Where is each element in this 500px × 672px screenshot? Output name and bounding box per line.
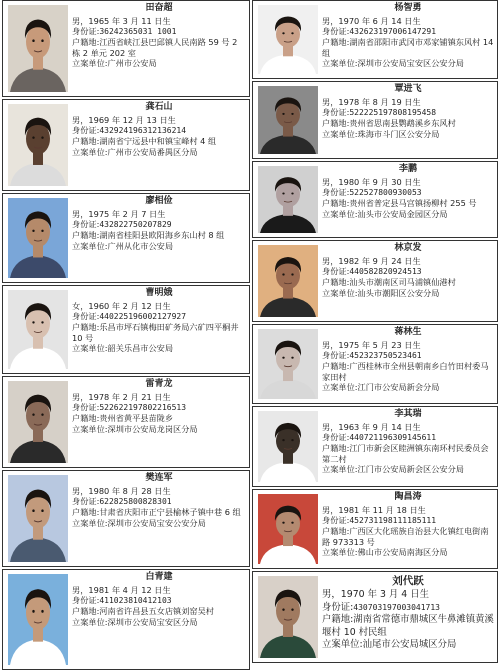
portrait-icon <box>8 198 68 278</box>
case-unit-label: 立案单位: <box>322 128 358 139</box>
portrait-icon <box>8 475 68 562</box>
id-line <box>72 125 246 136</box>
hukou-address: 汕头市潮南区司马浦镇仙港村 <box>349 277 456 288</box>
gender: 男 <box>322 421 331 432</box>
case-unit-label: 立案单位: <box>322 208 358 219</box>
case-line <box>72 518 246 529</box>
date-of-birth: 1975 年 2 月 7 日生 <box>88 208 166 219</box>
hukou-line <box>322 277 494 288</box>
right-column <box>252 0 498 665</box>
hukou-address: 湖南省邵阳市武冈市邓家铺镇东风村 14 组 <box>322 37 494 58</box>
id-number: 432623197006147291 <box>349 27 437 37</box>
id-label: 身份证: <box>72 496 100 507</box>
hukou-label: 户籍地: <box>322 526 350 537</box>
case-unit-label: 立案单位: <box>72 423 108 434</box>
portrait-icon <box>258 166 318 233</box>
date-of-birth: 1981 年 4 月 12 日生 <box>88 584 171 595</box>
suspect-photo <box>8 475 68 562</box>
portrait-icon <box>258 494 318 564</box>
case-unit: 深圳市公安局宝安区分局 <box>107 616 198 627</box>
id-line <box>322 432 494 443</box>
case-unit-label: 立案单位: <box>322 287 358 298</box>
suspect-card <box>252 81 498 159</box>
gender-dob-line: 男，1975 年 2 月 7 日生 <box>72 208 166 219</box>
portrait-icon <box>8 5 68 92</box>
id-number: 432822750207829 <box>99 220 172 230</box>
suspect-photo <box>8 290 68 369</box>
suspect-info <box>322 325 497 403</box>
case-unit: 珠海市斗门区公安分局 <box>357 128 440 139</box>
suspect-name: 白青建 <box>145 572 173 582</box>
hukou-label: 户籍地: <box>322 614 354 626</box>
suspect-info <box>322 407 497 486</box>
hukou-label: 户籍地: <box>322 277 350 288</box>
gender-dob-line: 男，1982 年 9 月 24 日生 <box>322 255 421 266</box>
suspect-card <box>252 0 498 79</box>
case-unit: 深圳市公安局龙岗区分局 <box>107 423 198 434</box>
hukou-line <box>72 507 246 518</box>
id-label: 身份证: <box>322 107 350 118</box>
portrait-icon <box>258 576 318 658</box>
hukou-address: 江西省峡江县巴邱镇人民南路 59 号 2 栋 2 单元 202 室 <box>72 37 238 58</box>
id-label: 身份证: <box>322 432 350 443</box>
case-unit-label: 立案单位: <box>72 343 108 354</box>
id-number: 440721196309145611 <box>349 433 437 443</box>
case-line <box>72 58 246 69</box>
suspect-photo <box>258 245 318 317</box>
suspect-photo <box>258 494 318 564</box>
case-line <box>72 617 246 628</box>
date-of-birth: 1980 年 9 月 30 日生 <box>338 176 421 187</box>
hukou-line <box>322 198 494 209</box>
id-label: 身份证: <box>72 26 100 37</box>
hukou-label: 户籍地: <box>322 37 350 48</box>
case-unit-label: 立案单位: <box>72 58 108 69</box>
date-of-birth: 1978 年 8 月 19 日生 <box>338 96 421 107</box>
gender-dob-line: 女，1960 年 2 月 12 日生 <box>72 300 171 311</box>
suspect-info <box>72 570 249 669</box>
suspect-photo <box>258 576 318 658</box>
suspect-info <box>322 82 497 158</box>
id-number: 440582820924513 <box>349 267 422 277</box>
id-number: 452323750523461 <box>349 351 422 361</box>
gender: 男 <box>322 15 331 26</box>
case-line <box>322 547 494 558</box>
id-label: 身份证: <box>322 515 350 526</box>
suspect-info <box>72 194 249 282</box>
case-unit-label: 立案单位: <box>72 146 108 157</box>
suspect-info <box>72 471 249 566</box>
hukou-address: 广西桂林市全州县朝南乡白竹田村委马家田村 <box>322 361 489 382</box>
date-of-birth: 1970 年 3 月 4 日生 <box>340 589 429 601</box>
hukou-address: 湖南省常德市鼎城区牛鼻滩镇黄溪堰村 10 村民组 <box>322 614 494 638</box>
gender-dob-line: 男，1980 年 8 月 28 日生 <box>72 485 171 496</box>
hukou-label: 户籍地: <box>322 198 350 209</box>
suspect-card <box>2 569 250 670</box>
suspect-photo <box>258 86 318 154</box>
date-of-birth: 1969 年 12 月 13 日生 <box>88 114 176 125</box>
gender: 男 <box>72 485 81 496</box>
date-of-birth: 1978 年 2 月 21 日生 <box>88 391 171 402</box>
gender: 男 <box>72 584 81 595</box>
date-of-birth: 1963 年 9 月 14 日生 <box>338 421 421 432</box>
suspect-name: 雷青龙 <box>145 379 173 389</box>
gender: 男 <box>72 391 81 402</box>
id-line <box>72 219 246 230</box>
suspect-card <box>2 0 250 97</box>
portrait-icon <box>258 86 318 154</box>
id-label: 身份证: <box>322 26 350 37</box>
case-line <box>322 639 494 652</box>
hukou-address: 广西区大化瑶族自治县大化镇红电街南路 973313 号 <box>322 526 489 547</box>
case-line <box>72 241 246 252</box>
gender: 男 <box>322 339 331 350</box>
hukou-label: 户籍地: <box>322 118 350 129</box>
hukou-label: 户籍地: <box>72 136 100 147</box>
case-unit: 佛山市公安局南海区分局 <box>357 547 448 558</box>
gender: 男 <box>72 15 81 26</box>
hukou-address: 贵州省普定县马宫镇扬柳村 255 号 <box>349 198 477 209</box>
id-number: 432924196312136214 <box>99 126 187 136</box>
suspect-name: 覃进飞 <box>394 84 422 94</box>
suspect-name: 刘代跃 <box>392 575 424 587</box>
hukou-line <box>322 118 494 129</box>
gender-dob-line: 男，1970 年 3 月 4 日生 <box>322 589 429 601</box>
suspect-name: 田奋超 <box>145 3 173 13</box>
suspect-name: 蒋林生 <box>394 327 422 337</box>
id-line <box>72 595 246 606</box>
gender-dob-line: 男，1978 年 2 月 21 日生 <box>72 391 171 402</box>
id-line <box>72 496 246 507</box>
id-number: 522527800930053 <box>349 188 422 198</box>
portrait-icon <box>258 245 318 317</box>
portrait-icon <box>258 329 318 399</box>
suspect-photo <box>8 381 68 463</box>
id-number: 622825800828301 <box>99 497 172 507</box>
suspect-card <box>252 161 498 238</box>
gender-dob-line: 男，1981 年 4 月 12 日生 <box>72 584 171 595</box>
id-label: 身份证: <box>72 219 100 230</box>
case-unit-label: 立案单位: <box>322 58 358 69</box>
hukou-label: 户籍地: <box>322 443 350 454</box>
suspect-card <box>252 489 498 569</box>
id-label: 身份证: <box>322 266 350 277</box>
date-of-birth: 1970 年 6 月 14 日生 <box>338 15 421 26</box>
portrait-icon <box>8 574 68 665</box>
gender: 男 <box>72 208 81 219</box>
hukou-line <box>72 322 246 343</box>
gender-dob-line: 男，1970 年 6 月 14 日生 <box>322 15 421 26</box>
case-unit: 广州市公安局番禺区分局 <box>107 146 198 157</box>
id-line <box>72 311 246 322</box>
case-line <box>322 209 494 220</box>
id-line <box>322 515 494 526</box>
gender-dob-line: 男，1969 年 12 月 13 日生 <box>72 114 176 125</box>
id-number: 522622197802216513 <box>99 403 187 413</box>
id-label: 身份证: <box>322 350 350 361</box>
id-number: 452731198111185111 <box>349 516 437 526</box>
case-line <box>322 288 494 299</box>
suspect-card <box>2 470 250 567</box>
hukou-address: 贵州省黄平县苗陇乡 <box>99 413 174 424</box>
suspect-card <box>2 376 250 468</box>
suspect-name: 曹明娥 <box>145 288 173 298</box>
hukou-line <box>72 230 246 241</box>
hukou-line <box>72 136 246 147</box>
case-unit: 深圳市公安局宝安公安分局 <box>107 517 206 528</box>
case-unit: 汕头市潮阳区公安分局 <box>357 287 440 298</box>
hukou-label: 户籍地: <box>322 361 350 372</box>
hukou-label: 户籍地: <box>72 507 100 518</box>
case-line <box>72 343 246 354</box>
id-line <box>72 26 246 37</box>
id-number: 36242365031 1001 <box>99 27 177 37</box>
hukou-address: 湖南省宁远县中和镇宝峰村 4 组 <box>99 136 217 147</box>
suspect-info <box>72 100 249 190</box>
gender-dob-line: 男，1980 年 9 月 30 日生 <box>322 176 421 187</box>
gender-dob-line: 男，1978 年 8 月 19 日生 <box>322 96 421 107</box>
suspect-card <box>252 571 498 663</box>
suspect-card <box>2 285 250 374</box>
case-unit: 江门市公安局新会分局 <box>357 382 440 393</box>
hukou-line <box>72 606 246 617</box>
hukou-line <box>322 614 494 639</box>
left-column <box>2 0 250 672</box>
case-unit-label: 立案单位: <box>322 547 358 558</box>
case-unit-label: 立案单位: <box>322 464 358 475</box>
case-unit: 汕头市公安局金园区分局 <box>357 208 448 219</box>
suspect-card <box>252 406 498 487</box>
id-label: 身份证: <box>322 187 350 198</box>
hukou-label: 户籍地: <box>72 37 100 48</box>
portrait-icon <box>8 290 68 369</box>
hukou-label: 户籍地: <box>72 413 100 424</box>
gender: 男 <box>322 589 332 601</box>
date-of-birth: 1965 年 3 月 11 日生 <box>88 15 171 26</box>
hukou-line <box>322 526 494 547</box>
hukou-address: 河南省许昌县五女店镇刘窑吴村 <box>99 606 214 617</box>
suspect-photo <box>8 5 68 92</box>
case-line <box>72 424 246 435</box>
case-line <box>322 464 494 475</box>
hukou-address: 甘肃省庆阳市正宁县榆林子镇中巷 6 组 <box>99 507 241 518</box>
suspect-name: 陶昌涛 <box>394 492 422 502</box>
hukou-line <box>322 37 494 58</box>
gender: 男 <box>322 96 331 107</box>
gender-dob-line: 男，1965 年 3 月 11 日生 <box>72 15 171 26</box>
case-line <box>322 58 494 69</box>
case-unit: 深圳市公安局宝安区公安分局 <box>357 58 464 69</box>
id-line <box>322 107 494 118</box>
suspect-name: 李鹏 <box>398 164 417 174</box>
date-of-birth: 1981 年 11 月 18 日生 <box>338 504 426 515</box>
suspect-info <box>72 1 249 96</box>
suspect-info <box>72 377 249 467</box>
hukou-line <box>322 361 494 382</box>
suspect-photo <box>258 329 318 399</box>
date-of-birth: 1982 年 9 月 24 日生 <box>338 255 421 266</box>
portrait-icon <box>258 411 318 482</box>
hukou-line <box>72 37 246 58</box>
case-unit: 韶关乐昌市公安局 <box>107 343 174 354</box>
hukou-label: 户籍地: <box>72 322 100 333</box>
hukou-address: 贵州省思南县鹦鹉溪乡东风村 <box>349 118 456 129</box>
case-line <box>72 147 246 158</box>
case-unit-label: 立案单位: <box>72 517 108 528</box>
suspect-info <box>322 162 497 237</box>
id-line <box>322 350 494 361</box>
id-line <box>72 402 246 413</box>
case-line <box>322 129 494 140</box>
suspect-info <box>322 572 497 662</box>
date-of-birth: 1960 年 2 月 12 日生 <box>88 300 171 311</box>
id-number: 440225196002127927 <box>99 312 187 322</box>
gender: 男 <box>322 255 331 266</box>
gender-dob-line: 男，1975 年 5 月 23 日生 <box>322 339 421 350</box>
suspect-name: 李其瑞 <box>394 409 422 419</box>
id-line <box>322 266 494 277</box>
case-unit: 广州市公安局 <box>107 58 157 69</box>
suspect-photo <box>8 198 68 278</box>
case-unit-label: 立案单位: <box>322 382 358 393</box>
case-unit: 江门市公安局新会区公安分局 <box>357 464 464 475</box>
suspect-info <box>72 286 249 373</box>
suspect-photo <box>258 5 318 74</box>
gender-dob-line: 男，1981 年 11 月 18 日生 <box>322 504 426 515</box>
suspect-name: 廖相俭 <box>145 196 173 206</box>
portrait-icon <box>8 104 68 186</box>
id-label: 身份证: <box>72 125 100 136</box>
suspect-card <box>252 240 498 322</box>
case-line <box>322 382 494 393</box>
suspect-card <box>252 324 498 404</box>
id-line <box>322 602 494 615</box>
date-of-birth: 1975 年 5 月 23 日生 <box>338 339 421 350</box>
suspect-photo <box>258 166 318 233</box>
id-label: 身份证: <box>72 595 100 606</box>
id-number: 522225197808195458 <box>349 108 437 118</box>
case-unit: 汕尾市公安局城区分局 <box>362 639 457 651</box>
suspect-name: 林京发 <box>394 243 422 253</box>
suspect-info <box>322 490 497 568</box>
suspect-card <box>2 99 250 191</box>
portrait-icon <box>8 381 68 463</box>
case-unit: 广州从化市公安局 <box>107 240 174 251</box>
date-of-birth: 1980 年 8 月 28 日生 <box>88 485 171 496</box>
hukou-label: 户籍地: <box>72 230 100 241</box>
gender: 男 <box>72 114 81 125</box>
gender: 男 <box>322 176 331 187</box>
portrait-icon <box>258 5 318 74</box>
suspect-photo <box>8 104 68 186</box>
id-number: 430703197003041713 <box>353 602 440 612</box>
case-unit-label: 立案单位: <box>72 616 108 627</box>
hukou-line <box>72 413 246 424</box>
suspect-info <box>322 1 497 78</box>
gender: 男 <box>322 504 331 515</box>
id-line <box>322 26 494 37</box>
hukou-line <box>322 443 494 464</box>
suspect-name: 龚石山 <box>145 102 173 112</box>
case-unit-label: 立案单位: <box>72 240 108 251</box>
suspect-card <box>2 193 250 283</box>
hukou-address: 湖南省桂阳县欧阳海乡东山村 8 组 <box>99 230 225 241</box>
hukou-address: 江门市新会区睦洲镇东南环村民委员会第二村 <box>322 443 489 464</box>
gender-dob-line: 男，1963 年 9 月 14 日生 <box>322 421 421 432</box>
id-label: 身份证: <box>72 311 100 322</box>
suspect-name: 杨智勇 <box>394 3 422 13</box>
id-label: 身份证: <box>72 402 100 413</box>
id-label: 身份证: <box>322 601 354 613</box>
hukou-address: 乐昌市坪石镇梅田矿务局六矿四平桐井 10 号 <box>72 322 239 343</box>
id-line <box>322 187 494 198</box>
gender: 女 <box>72 300 81 311</box>
hukou-label: 户籍地: <box>72 606 100 617</box>
suspect-photo <box>258 411 318 482</box>
case-unit-label: 立案单位: <box>322 639 363 651</box>
suspect-photo <box>8 574 68 665</box>
id-number: 411023810412103 <box>99 596 172 606</box>
suspect-info <box>322 241 497 321</box>
suspect-name: 樊连军 <box>145 473 173 483</box>
